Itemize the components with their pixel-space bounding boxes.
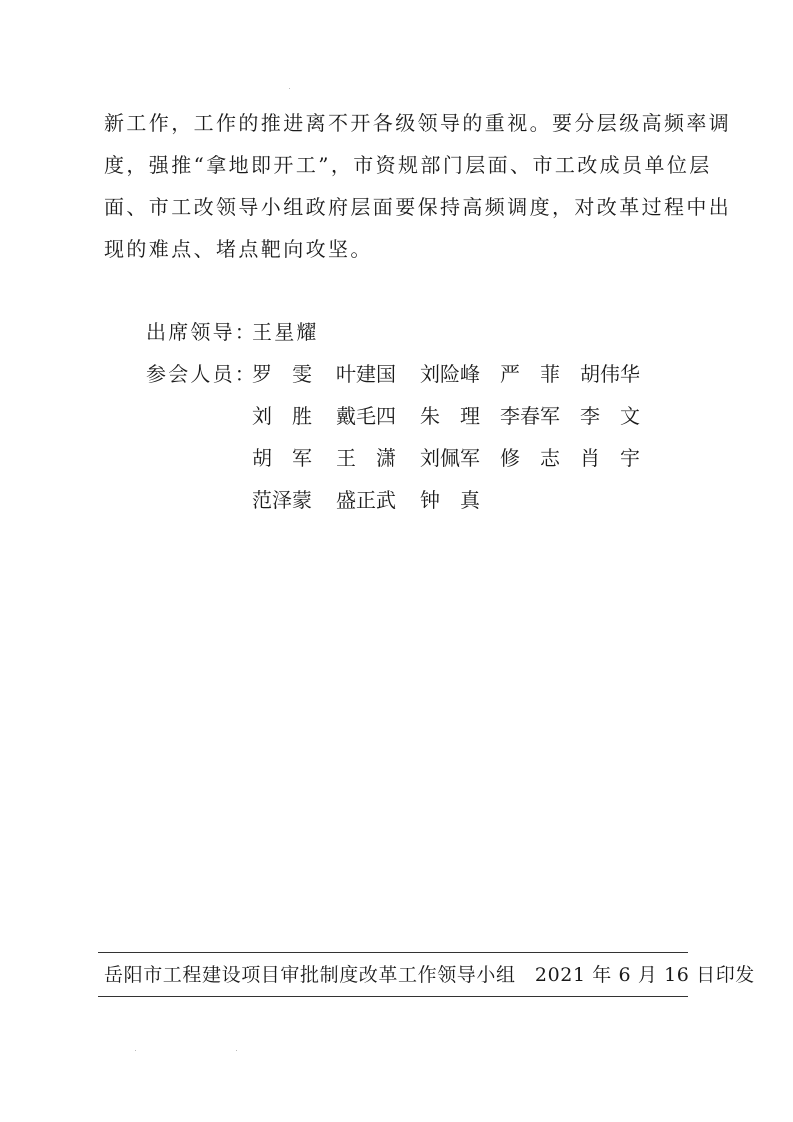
participant-name: 王 潇 xyxy=(336,446,396,470)
participant-name: 盛正武 xyxy=(336,488,396,512)
participant-name: 李 文 xyxy=(580,404,640,428)
scan-speck xyxy=(289,88,290,89)
participants-row xyxy=(252,490,672,510)
leader-label: 出席领导： xyxy=(146,320,257,344)
participant-name: 刘险峰 xyxy=(420,362,480,386)
participants-list xyxy=(252,364,672,532)
participant-name: 胡 军 xyxy=(252,446,312,470)
participant-name: 叶建国 xyxy=(336,362,396,386)
participants-row xyxy=(252,364,672,384)
paragraph-line: 面、市工改领导小组政府层面要保持高频调度，对改革过程中出 xyxy=(104,195,732,219)
scan-speck xyxy=(135,1050,136,1051)
participants-label: 参会人员： xyxy=(146,362,257,386)
paragraph-line: 度，强推“拿地即开工”，市资规部门层面、市工改成员单位层 xyxy=(104,153,712,177)
participant-name: 罗 雯 xyxy=(252,362,312,386)
footer-date: 2021 年 6 月 16 日印发 xyxy=(534,964,755,986)
participant-name: 戴毛四 xyxy=(336,404,396,428)
participant-name: 钟 真 xyxy=(420,488,480,512)
participant-name: 肖 宇 xyxy=(580,446,640,470)
participant-name: 严 菲 xyxy=(500,362,560,386)
scan-speck xyxy=(236,1050,237,1051)
participant-name: 李春军 xyxy=(500,404,560,428)
participants-row xyxy=(252,448,672,468)
body-paragraph xyxy=(104,111,732,281)
participant-name: 胡伟华 xyxy=(580,362,640,386)
footer-top-rule xyxy=(98,952,688,953)
participant-name: 范泽蒙 xyxy=(252,488,312,512)
paragraph-line: 现的难点、堵点靶向攻坚。 xyxy=(104,237,373,261)
footer-issuer-line xyxy=(104,965,755,985)
footer-bottom-rule xyxy=(98,996,688,997)
participant-name: 刘佩军 xyxy=(420,446,480,470)
participant-name: 刘 胜 xyxy=(252,404,312,428)
paragraph-line: 新工作，工作的推进离不开各级领导的重视。要分层级高频率调 xyxy=(104,111,732,135)
footer-issuer: 岳阳市工程建设项目审批制度改革工作领导小组 xyxy=(104,964,516,986)
participant-name: 修 志 xyxy=(500,446,560,470)
participant-name: 朱 理 xyxy=(420,404,480,428)
leader-name: 王星耀 xyxy=(252,320,319,344)
participants-row xyxy=(252,406,672,426)
